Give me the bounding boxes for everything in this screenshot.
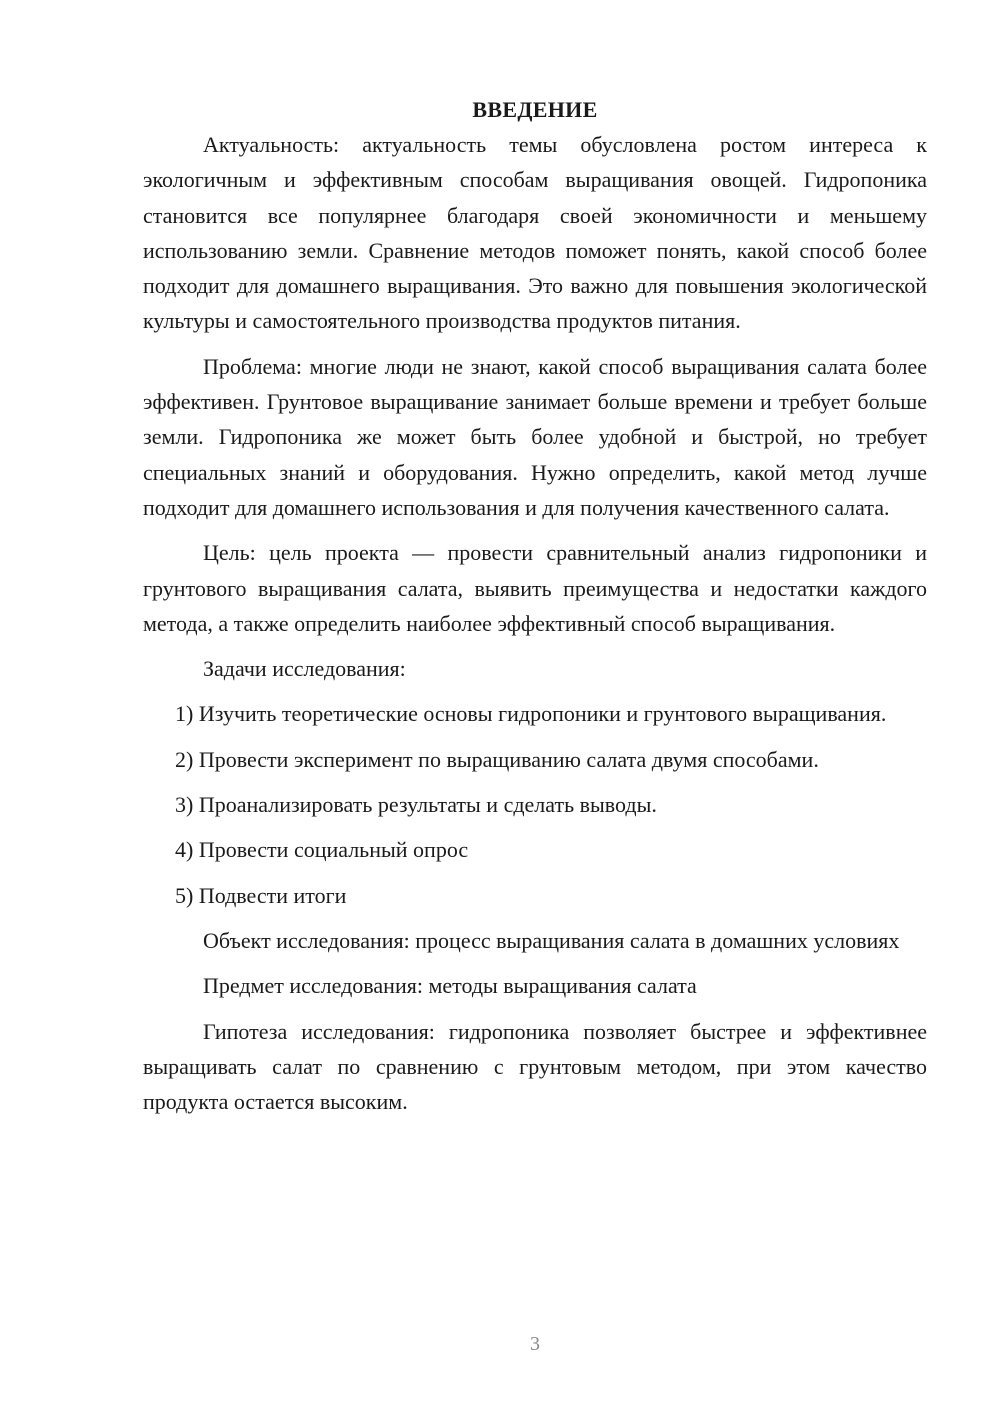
page-number: 3 xyxy=(530,1333,540,1355)
hypothesis-paragraph: Гипотеза исследования: гидропоника позволяет быстрее и эффективнее выращивать салат по сравнению с грунтовым методом, при этом качество продукта остается высоким. xyxy=(143,1018,927,1115)
task-item: 3) Проанализировать результаты и сделать выводы. xyxy=(175,792,657,818)
goal-paragraph: Цель: цель проекта — провести сравнительный анализ гидропоники и грунтового выращивания салата, выявить преимущества и недостатки каждого метода, а также определить наиболее эффективный способ выращивания. xyxy=(143,540,927,636)
relevance-paragraph: Актуальность: актуальность темы обусловлена ростом интереса к экологичным и эффективным способам выращивания овощей. Гидропоника становится все популярнее благодаря своей экономичности и меньшему использованию земли. Сравнение методов поможет понять, какой способ более подходит для домашнего выращивания. Это важно для повышения экологической культуры и самостоятельного производства продуктов питания. xyxy=(143,132,927,334)
problem-paragraph: Проблема: многие люди не знают, какой способ выращивания салата более эффективен. Грунтовое выращивание занимает больше времени и требует больше земли. Гидропоника же может быть более удобной и быстрой, но требует специальных знаний и оборудования. Нужно определить, какой метод лучше подходит для домашнего использования и для получения качественного салата. xyxy=(143,353,927,520)
task-item: 1) Изучить теоретические основы гидропоники и грунтового выращивания. xyxy=(175,701,887,727)
object-paragraph: Объект исследования: процесс выращивания салата в домашних условиях xyxy=(203,927,900,953)
task-item: 2) Провести эксперимент по выращиванию салата двумя способами. xyxy=(175,746,819,772)
document-page xyxy=(143,92,927,1129)
task-item: 5) Подвести итоги xyxy=(175,882,347,908)
section-title: ВВЕДЕНИЕ xyxy=(472,97,598,122)
task-item: 4) Провести социальный опрос xyxy=(175,837,469,863)
subject-paragraph: Предмет исследования: методы выращивания салата xyxy=(203,973,697,999)
tasks-heading: Задачи исследования: xyxy=(203,656,406,682)
